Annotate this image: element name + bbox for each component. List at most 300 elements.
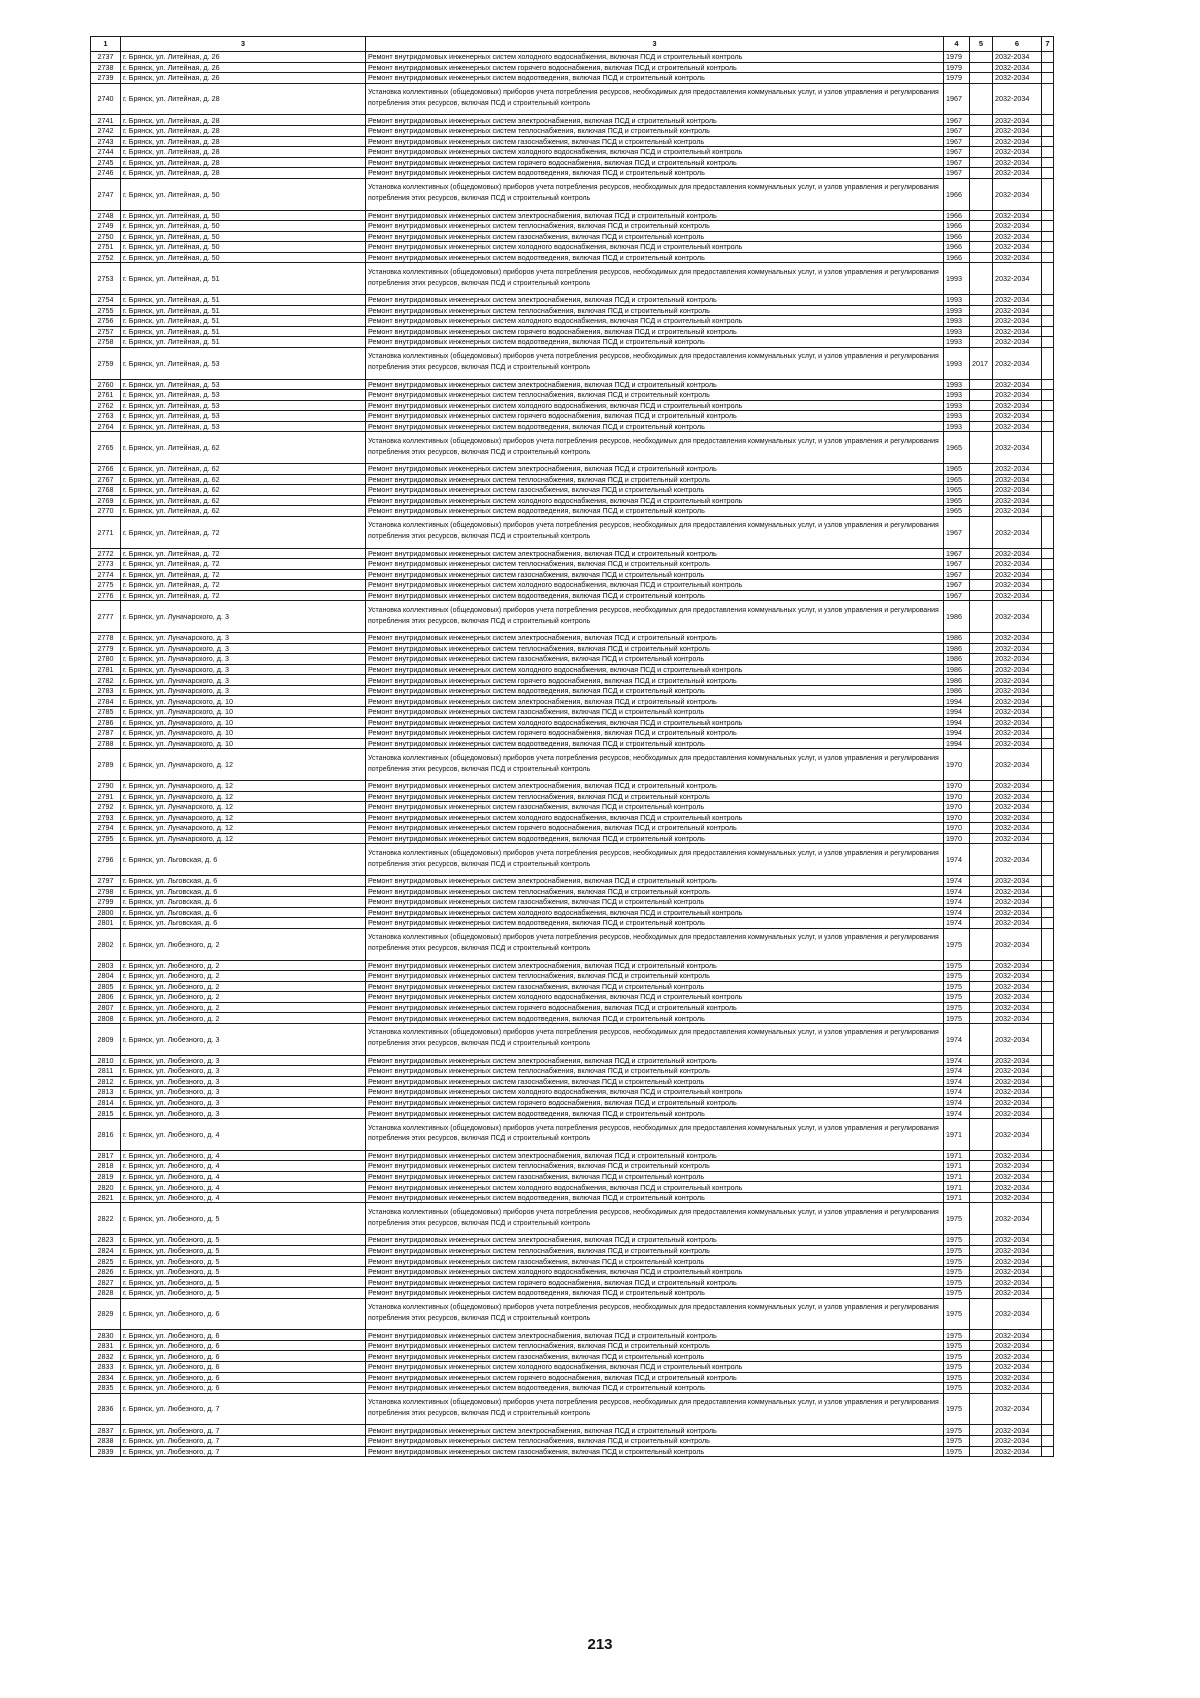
row-col5: [970, 1076, 993, 1087]
row-col7: [1042, 685, 1054, 696]
capital-repair-table: [90, 36, 1131, 1457]
row-address: г. Брянск, ул. Литейная, д. 28: [121, 136, 366, 147]
row-number: 2831: [91, 1340, 121, 1351]
row-period: 2032-2034: [993, 157, 1042, 168]
row-year: 1970: [944, 749, 970, 781]
table-row: [91, 897, 1131, 908]
row-year: 1975: [944, 1383, 970, 1394]
row-blank: [1054, 115, 1131, 126]
row-number: 2766: [91, 464, 121, 475]
row-address: г. Брянск, ул. Любезного, д. 3: [121, 1023, 366, 1055]
table-row: [91, 1235, 1131, 1246]
row-blank: [1054, 337, 1131, 348]
row-year: 1993: [944, 305, 970, 316]
row-number: 2792: [91, 802, 121, 813]
row-col5: [970, 1097, 993, 1108]
row-year: 1971: [944, 1150, 970, 1161]
row-col7: [1042, 178, 1054, 210]
table-row: [91, 147, 1131, 158]
row-col7: [1042, 305, 1054, 316]
row-blank: [1054, 1076, 1131, 1087]
row-col5: [970, 833, 993, 844]
row-col7: [1042, 738, 1054, 749]
row-col5: [970, 157, 993, 168]
row-col7: [1042, 52, 1054, 63]
row-col7: [1042, 210, 1054, 221]
row-work: Установка коллективных (общедомовых) приборов учета потребления ресурсов, необходимых для предоставления коммунальных услуг, и узлов управления и регулирования потребления этих ресурсов, включая ПСД и строительный контроль: [366, 1298, 944, 1330]
row-number: 2758: [91, 337, 121, 348]
row-col5: [970, 728, 993, 739]
row-blank: [1054, 1203, 1131, 1235]
table-row: [91, 485, 1131, 496]
row-number: 2763: [91, 411, 121, 422]
row-year: 1993: [944, 379, 970, 390]
row-address: г. Брянск, ул. Луначарского, д. 12: [121, 823, 366, 834]
row-year: 1967: [944, 168, 970, 179]
row-number: 2762: [91, 400, 121, 411]
row-number: 2823: [91, 1235, 121, 1246]
row-col5: [970, 981, 993, 992]
row-period: 2032-2034: [993, 876, 1042, 887]
row-work: Ремонт внутридомовых инженерных систем газоснабжения, включая ПСД и строительный контроль: [366, 485, 944, 496]
row-period: 2032-2034: [993, 685, 1042, 696]
row-address: г. Брянск, ул. Литейная, д. 28: [121, 125, 366, 136]
row-number: 2822: [91, 1203, 121, 1235]
row-year: 1974: [944, 1108, 970, 1119]
row-number: 2821: [91, 1192, 121, 1203]
row-work: Ремонт внутридомовых инженерных систем холодного водоснабжения, включая ПСД и строительный контроль: [366, 580, 944, 591]
row-number: 2833: [91, 1362, 121, 1373]
row-year: 1975: [944, 1002, 970, 1013]
table-row: [91, 643, 1131, 654]
row-year: 1975: [944, 1266, 970, 1277]
table-row: [91, 157, 1131, 168]
row-col7: [1042, 654, 1054, 665]
row-number: 2826: [91, 1266, 121, 1277]
row-work: Ремонт внутридомовых инженерных систем водоотведения, включая ПСД и строительный контроль: [366, 738, 944, 749]
row-col7: [1042, 379, 1054, 390]
table-row: [91, 780, 1131, 791]
row-work: Ремонт внутридомовых инженерных систем теплоснабжения, включая ПСД и строительный контроль: [366, 643, 944, 654]
row-address: г. Брянск, ул. Любезного, д. 6: [121, 1372, 366, 1383]
row-work: Ремонт внутридомовых инженерных систем электроснабжения, включая ПСД и строительный контроль: [366, 210, 944, 221]
row-address: г. Брянск, ул. Литейная, д. 51: [121, 305, 366, 316]
row-period: 2032-2034: [993, 52, 1042, 63]
row-year: 1993: [944, 337, 970, 348]
row-address: г. Брянск, ул. Литейная, д. 51: [121, 316, 366, 327]
row-address: г. Брянск, ул. Луначарского, д. 3: [121, 601, 366, 633]
row-address: г. Брянск, ул. Любезного, д. 6: [121, 1340, 366, 1351]
row-blank: [1054, 295, 1131, 306]
row-blank: [1054, 305, 1131, 316]
row-work: Ремонт внутридомовых инженерных систем электроснабжения, включая ПСД и строительный контроль: [366, 876, 944, 887]
row-col7: [1042, 643, 1054, 654]
row-work: Ремонт внутридомовых инженерных систем газоснабжения, включая ПСД и строительный контроль: [366, 231, 944, 242]
table-row: [91, 347, 1131, 379]
row-col5: [970, 73, 993, 84]
row-period: 2032-2034: [993, 1118, 1042, 1150]
table-row: [91, 1097, 1131, 1108]
row-address: г. Брянск, ул. Любезного, д. 3: [121, 1108, 366, 1119]
row-period: 2032-2034: [993, 1340, 1042, 1351]
row-col5: [970, 1351, 993, 1362]
row-col7: [1042, 231, 1054, 242]
row-col5: [970, 707, 993, 718]
row-number: 2770: [91, 506, 121, 517]
table-row: [91, 928, 1131, 960]
row-number: 2807: [91, 1002, 121, 1013]
row-number: 2817: [91, 1150, 121, 1161]
row-col5: [970, 802, 993, 813]
row-address: г. Брянск, ул. Любезного, д. 5: [121, 1256, 366, 1267]
row-col7: [1042, 548, 1054, 559]
row-year: 1994: [944, 717, 970, 728]
row-period: 2032-2034: [993, 1161, 1042, 1172]
header-cell-address: 3: [121, 37, 366, 52]
table-row: [91, 559, 1131, 570]
header-cell-blank: [1054, 37, 1131, 52]
row-period: 2032-2034: [993, 802, 1042, 813]
row-work: Установка коллективных (общедомовых) приборов учета потребления ресурсов, необходимых для предоставления коммунальных услуг, и узлов управления и регулирования потребления этих ресурсов, включая ПСД и строительный контроль: [366, 178, 944, 210]
row-work: Ремонт внутридомовых инженерных систем горячего водоснабжения, включая ПСД и строительный контроль: [366, 157, 944, 168]
row-col7: [1042, 316, 1054, 327]
row-col5: [970, 326, 993, 337]
row-year: 1974: [944, 844, 970, 876]
row-col5: [970, 1256, 993, 1267]
row-number: 2764: [91, 421, 121, 432]
row-year: 1993: [944, 421, 970, 432]
row-col5: [970, 400, 993, 411]
row-col5: [970, 633, 993, 644]
row-year: 1965: [944, 485, 970, 496]
row-period: 2032-2034: [993, 1235, 1042, 1246]
row-address: г. Брянск, ул. Литейная, д. 62: [121, 495, 366, 506]
row-number: 2834: [91, 1372, 121, 1383]
row-blank: [1054, 1372, 1131, 1383]
row-number: 2785: [91, 707, 121, 718]
row-col7: [1042, 1182, 1054, 1193]
row-col5: [970, 580, 993, 591]
row-number: 2783: [91, 685, 121, 696]
row-col5: [970, 62, 993, 73]
row-work: Ремонт внутридомовых инженерных систем водоотведения, включая ПСД и строительный контроль: [366, 590, 944, 601]
row-number: 2756: [91, 316, 121, 327]
row-number: 2738: [91, 62, 121, 73]
row-blank: [1054, 252, 1131, 263]
row-period: 2032-2034: [993, 115, 1042, 126]
table-row: [91, 1087, 1131, 1098]
row-col5: [970, 263, 993, 295]
row-number: 2820: [91, 1182, 121, 1193]
table-row: [91, 675, 1131, 686]
row-blank: [1054, 823, 1131, 834]
row-number: 2835: [91, 1383, 121, 1394]
row-blank: [1054, 780, 1131, 791]
row-number: 2767: [91, 474, 121, 485]
row-col7: [1042, 1150, 1054, 1161]
row-address: г. Брянск, ул. Луначарского, д. 10: [121, 738, 366, 749]
row-number: 2768: [91, 485, 121, 496]
table-row: [91, 379, 1131, 390]
row-address: г. Брянск, ул. Литейная, д. 50: [121, 221, 366, 232]
table-row: [91, 62, 1131, 73]
row-address: г. Брянск, ул. Любезного, д. 4: [121, 1150, 366, 1161]
table-row: [91, 1340, 1131, 1351]
row-col7: [1042, 960, 1054, 971]
row-col7: [1042, 125, 1054, 136]
row-blank: [1054, 664, 1131, 675]
row-address: г. Брянск, ул. Любезного, д. 6: [121, 1362, 366, 1373]
row-work: Установка коллективных (общедомовых) приборов учета потребления ресурсов, необходимых для предоставления коммунальных услуг, и узлов управления и регулирования потребления этих ресурсов, включая ПСД и строительный контроль: [366, 516, 944, 548]
row-period: 2032-2034: [993, 464, 1042, 475]
row-period: 2032-2034: [993, 125, 1042, 136]
row-blank: [1054, 728, 1131, 739]
row-period: 2032-2034: [993, 738, 1042, 749]
row-number: 2798: [91, 886, 121, 897]
row-work: Ремонт внутридомовых инженерных систем электроснабжения, включая ПСД и строительный контроль: [366, 295, 944, 306]
row-blank: [1054, 1383, 1131, 1394]
table-row: [91, 83, 1131, 115]
row-year: 1986: [944, 675, 970, 686]
row-col5: 2017: [970, 347, 993, 379]
row-col7: [1042, 464, 1054, 475]
row-blank: [1054, 210, 1131, 221]
row-number: 2819: [91, 1171, 121, 1182]
row-year: 1993: [944, 326, 970, 337]
row-number: 2750: [91, 231, 121, 242]
row-number: 2748: [91, 210, 121, 221]
table-row: [91, 411, 1131, 422]
table-row: [91, 717, 1131, 728]
row-work: Ремонт внутридомовых инженерных систем теплоснабжения, включая ПСД и строительный контроль: [366, 886, 944, 897]
row-work: Ремонт внутридомовых инженерных систем холодного водоснабжения, включая ПСД и строительный контроль: [366, 812, 944, 823]
row-work: Ремонт внутридомовых инженерных систем водоотведения, включая ПСД и строительный контроль: [366, 252, 944, 263]
row-number: 2838: [91, 1435, 121, 1446]
table-row: [91, 305, 1131, 316]
row-work: Ремонт внутридомовых инженерных систем электроснабжения, включая ПСД и строительный контроль: [366, 960, 944, 971]
row-year: 1975: [944, 1362, 970, 1373]
row-number: 2800: [91, 907, 121, 918]
row-col7: [1042, 992, 1054, 1003]
row-col7: [1042, 147, 1054, 158]
row-col5: [970, 654, 993, 665]
row-year: 1975: [944, 1351, 970, 1362]
row-number: 2796: [91, 844, 121, 876]
row-number: 2744: [91, 147, 121, 158]
row-col5: [970, 1108, 993, 1119]
row-col7: [1042, 1076, 1054, 1087]
row-col5: [970, 1171, 993, 1182]
row-period: 2032-2034: [993, 780, 1042, 791]
row-address: г. Брянск, ул. Литейная, д. 51: [121, 295, 366, 306]
row-work: Установка коллективных (общедомовых) приборов учета потребления ресурсов, необходимых для предоставления коммунальных услуг, и узлов управления и регулирования потребления этих ресурсов, включая ПСД и строительный контроль: [366, 432, 944, 464]
row-blank: [1054, 421, 1131, 432]
row-year: 1974: [944, 1066, 970, 1077]
table-row: [91, 654, 1131, 665]
row-year: 1970: [944, 833, 970, 844]
row-number: 2806: [91, 992, 121, 1003]
row-blank: [1054, 1161, 1131, 1172]
row-address: г. Брянск, ул. Луначарского, д. 3: [121, 654, 366, 665]
row-blank: [1054, 1108, 1131, 1119]
row-work: Ремонт внутридомовых инженерных систем холодного водоснабжения, включая ПСД и строительный контроль: [366, 664, 944, 675]
row-period: 2032-2034: [993, 1266, 1042, 1277]
row-year: 1979: [944, 73, 970, 84]
row-address: г. Брянск, ул. Литейная, д. 28: [121, 157, 366, 168]
row-address: г. Брянск, ул. Литейная, д. 62: [121, 485, 366, 496]
row-col7: [1042, 83, 1054, 115]
row-number: 2812: [91, 1076, 121, 1087]
row-work: Установка коллективных (общедомовых) приборов учета потребления ресурсов, необходимых для предоставления коммунальных услуг, и узлов управления и регулирования потребления этих ресурсов, включая ПСД и строительный контроль: [366, 263, 944, 295]
row-col7: [1042, 1108, 1054, 1119]
row-address: г. Брянск, ул. Любезного, д. 7: [121, 1425, 366, 1436]
row-address: г. Брянск, ул. Луначарского, д. 3: [121, 643, 366, 654]
row-number: 2749: [91, 221, 121, 232]
header-cell-work: 3: [366, 37, 944, 52]
table-row: [91, 178, 1131, 210]
row-period: 2032-2034: [993, 590, 1042, 601]
row-blank: [1054, 981, 1131, 992]
row-address: г. Брянск, ул. Литейная, д. 26: [121, 62, 366, 73]
row-period: 2032-2034: [993, 1383, 1042, 1394]
row-col5: [970, 411, 993, 422]
row-col7: [1042, 780, 1054, 791]
row-period: 2032-2034: [993, 516, 1042, 548]
row-address: г. Брянск, ул. Литейная, д. 62: [121, 474, 366, 485]
row-number: 2765: [91, 432, 121, 464]
row-year: 1967: [944, 125, 970, 136]
row-blank: [1054, 1330, 1131, 1341]
table-row: [91, 1161, 1131, 1172]
row-period: 2032-2034: [993, 1097, 1042, 1108]
table-row: [91, 569, 1131, 580]
row-period: 2032-2034: [993, 675, 1042, 686]
table-row: [91, 1446, 1131, 1457]
row-year: 1967: [944, 559, 970, 570]
table-row: [91, 400, 1131, 411]
row-address: г. Брянск, ул. Литейная, д. 50: [121, 210, 366, 221]
row-period: 2032-2034: [993, 1425, 1042, 1436]
row-number: 2837: [91, 1425, 121, 1436]
row-number: 2828: [91, 1288, 121, 1299]
row-blank: [1054, 1266, 1131, 1277]
row-address: г. Брянск, ул. Льговская, д. 6: [121, 897, 366, 908]
row-number: 2791: [91, 791, 121, 802]
row-number: 2781: [91, 664, 121, 675]
row-address: г. Брянск, ул. Любезного, д. 3: [121, 1055, 366, 1066]
row-address: г. Брянск, ул. Любезного, д. 4: [121, 1171, 366, 1182]
row-address: г. Брянск, ул. Любезного, д. 5: [121, 1277, 366, 1288]
row-col7: [1042, 295, 1054, 306]
row-blank: [1054, 548, 1131, 559]
row-year: 1975: [944, 960, 970, 971]
row-address: г. Брянск, ул. Любезного, д. 4: [121, 1161, 366, 1172]
row-period: 2032-2034: [993, 728, 1042, 739]
row-address: г. Брянск, ул. Любезного, д. 7: [121, 1393, 366, 1425]
row-col7: [1042, 1298, 1054, 1330]
table-row: [91, 1076, 1131, 1087]
row-work: Установка коллективных (общедомовых) приборов учета потребления ресурсов, необходимых для предоставления коммунальных услуг, и узлов управления и регулирования потребления этих ресурсов, включая ПСД и строительный контроль: [366, 1203, 944, 1235]
row-address: г. Брянск, ул. Литейная, д. 51: [121, 263, 366, 295]
row-col7: [1042, 1192, 1054, 1203]
table-row: [91, 316, 1131, 327]
row-period: 2032-2034: [993, 907, 1042, 918]
row-blank: [1054, 506, 1131, 517]
row-col7: [1042, 506, 1054, 517]
row-work: Ремонт внутридомовых инженерных систем водоотведения, включая ПСД и строительный контроль: [366, 918, 944, 929]
row-work: Ремонт внутридомовых инженерных систем газоснабжения, включая ПСД и строительный контроль: [366, 1256, 944, 1267]
table-row: [91, 1298, 1131, 1330]
row-blank: [1054, 1425, 1131, 1436]
row-col7: [1042, 1002, 1054, 1013]
row-period: 2032-2034: [993, 263, 1042, 295]
row-blank: [1054, 580, 1131, 591]
row-number: 2794: [91, 823, 121, 834]
row-work: Ремонт внутридомовых инженерных систем теплоснабжения, включая ПСД и строительный контроль: [366, 791, 944, 802]
row-work: Ремонт внутридомовых инженерных систем электроснабжения, включая ПСД и строительный контроль: [366, 633, 944, 644]
row-address: г. Брянск, ул. Любезного, д. 5: [121, 1266, 366, 1277]
row-year: 1986: [944, 685, 970, 696]
row-work: Ремонт внутридомовых инженерных систем холодного водоснабжения, включая ПСД и строительный контроль: [366, 992, 944, 1003]
row-blank: [1054, 221, 1131, 232]
table-row: [91, 580, 1131, 591]
row-col5: [970, 1446, 993, 1457]
row-period: 2032-2034: [993, 1372, 1042, 1383]
row-blank: [1054, 1002, 1131, 1013]
row-address: г. Брянск, ул. Литейная, д. 26: [121, 52, 366, 63]
row-col7: [1042, 1266, 1054, 1277]
row-year: 1994: [944, 696, 970, 707]
row-address: г. Брянск, ул. Любезного, д. 7: [121, 1435, 366, 1446]
table-row: [91, 601, 1131, 633]
row-col7: [1042, 675, 1054, 686]
row-number: 2752: [91, 252, 121, 263]
row-address: г. Брянск, ул. Любезного, д. 3: [121, 1087, 366, 1098]
row-period: 2032-2034: [993, 136, 1042, 147]
row-col5: [970, 136, 993, 147]
row-address: г. Брянск, ул. Любезного, д. 6: [121, 1351, 366, 1362]
row-blank: [1054, 178, 1131, 210]
row-col5: [970, 685, 993, 696]
row-year: 1967: [944, 590, 970, 601]
row-col5: [970, 1330, 993, 1341]
row-col7: [1042, 1256, 1054, 1267]
row-period: 2032-2034: [993, 569, 1042, 580]
row-address: г. Брянск, ул. Луначарского, д. 12: [121, 791, 366, 802]
row-address: г. Брянск, ул. Любезного, д. 2: [121, 960, 366, 971]
row-period: 2032-2034: [993, 1150, 1042, 1161]
row-work: Ремонт внутридомовых инженерных систем теплоснабжения, включая ПСД и строительный контроль: [366, 1066, 944, 1077]
row-col5: [970, 1013, 993, 1024]
row-col5: [970, 1298, 993, 1330]
row-address: г. Брянск, ул. Любезного, д. 6: [121, 1330, 366, 1341]
row-work: Ремонт внутридомовых инженерных систем холодного водоснабжения, включая ПСД и строительный контроль: [366, 400, 944, 411]
row-year: 1975: [944, 971, 970, 982]
row-address: г. Брянск, ул. Литейная, д. 28: [121, 115, 366, 126]
table-row: [91, 516, 1131, 548]
row-year: 1975: [944, 1330, 970, 1341]
row-address: г. Брянск, ул. Литейная, д. 53: [121, 421, 366, 432]
row-period: 2032-2034: [993, 960, 1042, 971]
row-blank: [1054, 654, 1131, 665]
row-col5: [970, 1266, 993, 1277]
row-col5: [970, 1182, 993, 1193]
row-period: 2032-2034: [993, 495, 1042, 506]
row-number: 2771: [91, 516, 121, 548]
row-col5: [970, 992, 993, 1003]
row-address: г. Брянск, ул. Любезного, д. 3: [121, 1066, 366, 1077]
row-col7: [1042, 421, 1054, 432]
